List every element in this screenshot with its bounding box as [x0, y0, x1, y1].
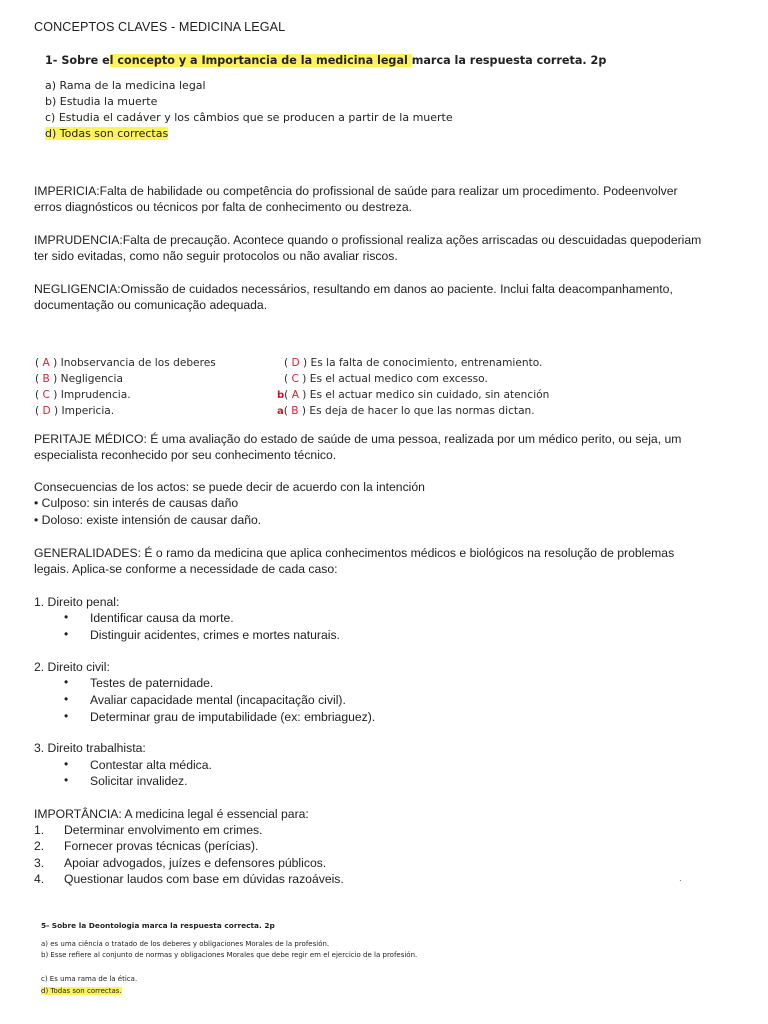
answer-key: C: [291, 373, 299, 385]
quiz-5-option-c: c) Es uma rama de la ética.: [41, 975, 138, 983]
match-right-row: ( D ) Es la falta de conocimiento, entrenamiento.: [284, 357, 543, 369]
generalidades-line-1: GENERALIDADES: É o ramo da medicina que aplica conhecimentos médicos e biológicos na resolução de problemas: [34, 546, 675, 560]
direito-civil-item: Testes de paternidade.: [90, 676, 214, 690]
list-number: 4.: [34, 872, 45, 886]
bullet-icon: •: [64, 709, 69, 723]
consecuencias-heading: Consecuencias de los actos: se puede decir de acuerdo con la intención: [34, 480, 425, 494]
negligencia-line-2: documentação ou comunicação adequada.: [34, 298, 268, 312]
quiz-1-option-c: c) Estudia el cadáver y los câmbios que se producen a partir de la muerte: [45, 111, 453, 124]
quiz-1-question-end: marca la respuesta correta. 2p: [411, 54, 607, 67]
quiz-1-image: [36, 42, 607, 150]
negligencia-line-1: NEGLIGENCIA:Omissão de cuidados necessários, resultando em danos ao paciente. Inclui falta deacompanhamento,: [34, 282, 673, 296]
quiz-1-question-highlight: l concepto y a Importancia de la medicina legal: [109, 54, 412, 67]
match-left-row: ( A ) Inobservancia de los deberes: [35, 357, 216, 369]
handwritten-mark: a: [277, 406, 284, 417]
answer-key: A: [291, 389, 299, 401]
consecuencias-doloso: • Doloso: existe intensión de causar daño.: [34, 513, 262, 527]
direito-penal-item: Distinguir acidentes, crimes e mortes naturais.: [90, 628, 340, 642]
match-left-row: ( D ) Impericia.: [35, 405, 115, 417]
quiz-1-option-a: a) Rama de la medicina legal: [45, 79, 206, 92]
quiz-1-question-start: 1- Sobre e: [45, 54, 110, 67]
quiz-1-option-d: [45, 127, 168, 140]
answer-key: B: [291, 405, 299, 417]
importancia-heading: IMPORTÂNCIA: A medicina legal é essencial para:: [34, 807, 309, 821]
quiz-5-option-d: [41, 986, 419, 998]
direito-penal-heading: 1. Direito penal:: [34, 595, 120, 609]
list-number: 2.: [34, 839, 45, 853]
direito-trabalhista-item: Contestar alta médica.: [90, 758, 212, 772]
direito-trabalhista-heading: 3. Direito trabalhista:: [34, 741, 146, 755]
impericia-line-1: IMPERICIA:Falta de habilidade ou competência do profissional de saúde para realizar um procedimento. Podeenvolver: [34, 184, 678, 198]
quiz-5-option-a: a) es uma ciência o tratado de los deberes y obligaciones Morales de la profesión.: [41, 940, 330, 948]
quiz-1-option-d-highlight: d) Todas son correctas: [45, 127, 169, 140]
generalidades-line-2: legais. Aplica-se conforme a necessidade de cada caso:: [34, 562, 338, 576]
bullet-icon: •: [64, 692, 69, 706]
answer-key: C: [42, 389, 50, 401]
list-number: 3.: [34, 856, 45, 870]
importancia-item: Apoiar advogados, juízes e defensores públicos.: [64, 856, 327, 870]
document-title: CONCEPTOS CLAVES - MEDICINA LEGAL: [34, 20, 286, 34]
match-left-row: ( C ) Imprudencia.: [35, 389, 131, 401]
direito-civil-item: Avaliar capacidade mental (incapacitação civil).: [90, 693, 346, 707]
quiz-1-question: [45, 54, 606, 67]
quiz-5-option-d-highlight: d) Todas son correctas.: [41, 987, 122, 995]
quiz-5-option-b: b) Esse refiere al conjunto de normas y obligaciones Morales que debe regir em el ejercicio de la profesión.: [41, 951, 418, 959]
quiz-1-option-b: b) Estudia la muerte: [45, 95, 158, 108]
importancia-item: Determinar envolvimento em crimes.: [64, 823, 263, 837]
answer-key: D: [42, 405, 51, 417]
match-right-row: b( A ) Es el actuar medico sin cuidado, sin atención: [277, 389, 550, 401]
quiz-5-image: [34, 912, 422, 1010]
handwritten-mark: b: [277, 390, 285, 401]
list-number: 1.: [34, 823, 45, 837]
bullet-icon: •: [64, 610, 69, 624]
bullet-icon: •: [64, 757, 69, 771]
importancia-item: Questionar laudos com base em dúvidas razoáveis.: [64, 872, 344, 886]
quiz-5-question: 5- Sobre la Deontologia marca la respuesta correcta. 2p: [41, 921, 275, 930]
answer-key: B: [42, 373, 50, 385]
match-right-row: ( C ) Es el actual medico com excesso.: [284, 373, 488, 385]
answer-key: A: [42, 357, 50, 369]
bullet-icon: •: [64, 627, 69, 641]
direito-civil-heading: 2. Direito civil:: [34, 660, 110, 674]
matching-exercise-image: [32, 348, 580, 426]
direito-civil-item: Determinar grau de imputabilidade (ex: embriaguez).: [90, 710, 376, 724]
direito-penal-item: Identificar causa da morte.: [90, 611, 234, 625]
stray-mark: .: [679, 873, 682, 884]
direito-trabalhista-item: Solicitar invalidez.: [90, 774, 188, 788]
answer-key: D: [291, 357, 300, 369]
match-left-row: ( B ) Negligencia: [35, 373, 123, 385]
bullet-icon: •: [64, 773, 69, 787]
importancia-item: Fornecer provas técnicas (perícias).: [64, 839, 259, 853]
impericia-line-2: erros diagnósticos ou técnicos por falta de conhecimento ou destreza.: [34, 200, 413, 214]
peritaje-line-1: PERITAJE MÉDICO: É uma avaliação do estado de saúde de uma pessoa, realizada por um médico perito, ou seja, um: [34, 432, 682, 446]
imprudencia-line-2: ter sido evitadas, como não seguir protocolos ou não avaliar riscos.: [34, 249, 398, 263]
peritaje-line-2: especialista reconhecido por seu conhecimento técnico.: [34, 448, 337, 462]
match-right-row: a( B ) Es deja de hacer lo que las normas dictan.: [277, 405, 535, 417]
consecuencias-culposo: • Culposo: sin interés de causas daño: [34, 496, 239, 510]
bullet-icon: •: [64, 675, 69, 689]
imprudencia-line-1: IMPRUDENCIA:Falta de precaução. Acontece quando o profissional realiza ações arriscadas ou descuidadas quepoderiam: [34, 233, 702, 247]
